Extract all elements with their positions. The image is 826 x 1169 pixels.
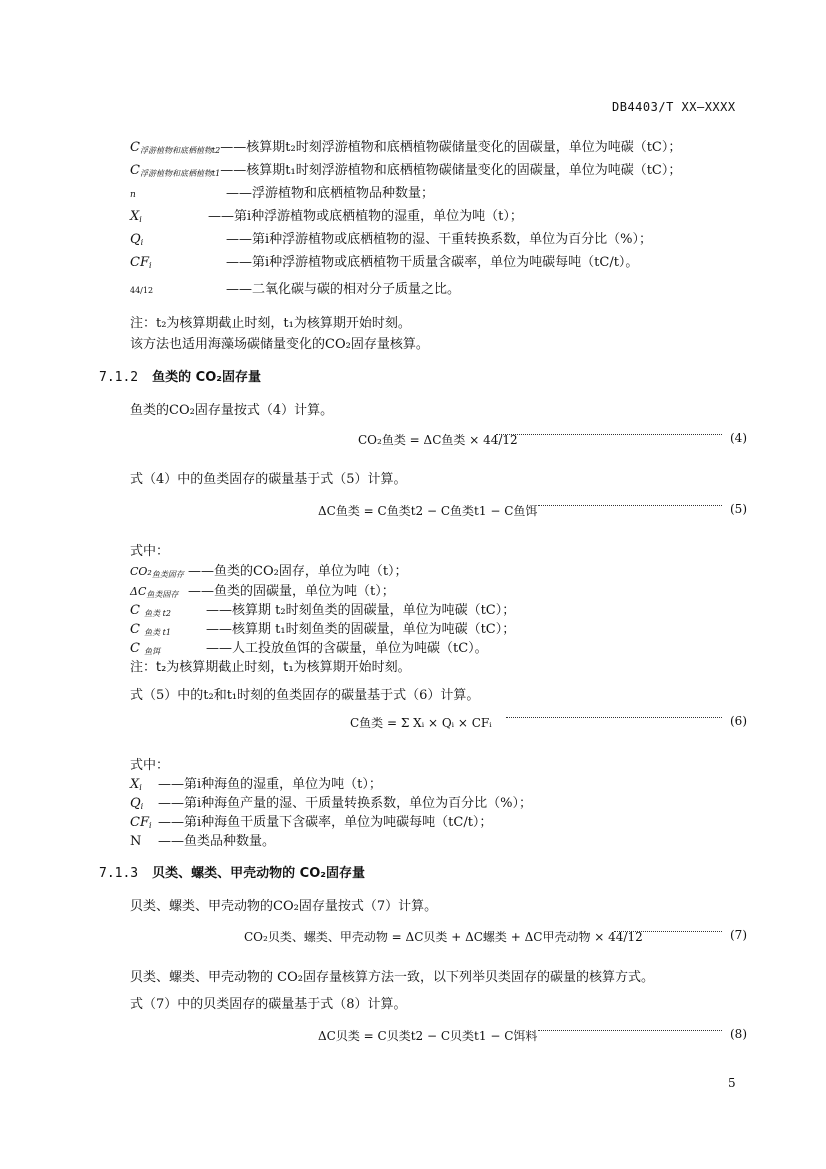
def-symbol: C: [130, 603, 140, 618]
where-label: 式中：: [130, 544, 170, 559]
def-dash: ——: [220, 163, 247, 178]
def-subscript: i: [148, 821, 152, 830]
def-row: [130, 278, 460, 297]
def-subscript: i: [140, 802, 144, 811]
equation-leader: [538, 1029, 722, 1031]
def-symbol: CF: [130, 255, 149, 270]
def-text: 第i种海鱼干质量下含碳率，单位为吨碳每吨（tC/t）；: [184, 815, 493, 830]
equation-lhs: CO₂鱼类: [358, 433, 406, 447]
def-subscript: i: [139, 215, 142, 224]
def-dash: ——: [206, 641, 232, 656]
def-symbol: X: [130, 209, 140, 224]
def-text: 鱼类的固碳量，单位为吨（t）；: [214, 584, 395, 599]
def-subscript: 鱼类 t1: [144, 628, 171, 637]
equation-leader: [538, 504, 722, 506]
def-subscript: 浮游植物和底栖植物t2: [139, 146, 221, 155]
def-dash: ——: [206, 603, 232, 618]
equation-number: (8): [730, 1027, 747, 1041]
paragraph: 式（7）中的贝类固存的碳量基于式（8）计算。: [130, 997, 407, 1012]
def-row: [130, 599, 515, 619]
def-symbol: C: [130, 641, 140, 656]
section-heading: [99, 366, 261, 385]
equation-7: CO₂贝类、螺类、甲壳动物 = ΔC贝类 + ΔC螺类 + ΔC甲壳动物 × 44/12: [244, 930, 643, 944]
def-text: 第i种浮游植物或底栖植物干质量含碳率，单位为吨碳每吨（tC/t）。: [252, 255, 639, 270]
def-symbol: CO₂: [130, 565, 152, 578]
equation-rhs: C鱼类t2 − C鱼类t1 − C鱼饵: [377, 504, 538, 518]
def-row: [130, 580, 395, 600]
def-text: 核算期 t₂时刻鱼类的固碳量，单位为吨碳（tC）；: [232, 603, 516, 618]
def-row: [130, 811, 492, 830]
def-symbol: 44/12: [130, 286, 154, 295]
def-dash: ——: [226, 282, 252, 297]
equation-number: (5): [730, 502, 747, 516]
equation-leader: [496, 433, 722, 435]
paragraph: 鱼类的CO₂固存量按式（4）计算。: [130, 403, 334, 418]
def-row: [130, 560, 408, 580]
equation-rhs: ΔC鱼类 × 44/12: [423, 433, 518, 447]
def-row: [130, 251, 638, 270]
def-text: 第i种浮游植物或底栖植物的湿、干重转换系数，单位为百分比（%）；: [252, 232, 653, 247]
def-text: 第i种海鱼的湿重，单位为吨（t）；: [184, 777, 382, 792]
def-symbol: Q: [130, 232, 141, 247]
def-text: 人工投放鱼饵的含碳量，单位为吨碳（tC）。: [232, 641, 488, 656]
section-title: 贝类、螺类、甲壳动物的 CO₂固存量: [152, 866, 365, 881]
section-heading: [99, 862, 365, 881]
def-subscript: 鱼饵: [144, 647, 161, 656]
def-symbol: N: [130, 834, 142, 849]
def-text: 核算期t₂时刻浮游植物和底栖植物碳储量变化的固碳量，单位为吨碳（tC）；: [246, 140, 682, 155]
def-text: 二氧化碳与碳的相对分子质量之比。: [252, 282, 461, 297]
equation-lhs: ΔC贝类: [318, 1029, 360, 1043]
def-text: 核算期 t₁时刻鱼类的固碳量，单位为吨碳（tC）；: [232, 622, 516, 637]
def-symbol: ΔC: [130, 585, 147, 598]
def-subscript: 鱼类固存: [151, 570, 184, 579]
def-dash: ——: [188, 584, 214, 599]
def-row: [130, 136, 681, 156]
doc-code-header: DB4403/T XX—XXXX: [612, 100, 736, 114]
equation-4: CO₂鱼类 = ΔC鱼类 × 44/12: [358, 433, 518, 447]
def-row: [130, 205, 523, 224]
def-symbol: Q: [130, 796, 141, 811]
equation-6: C鱼类 = Σ Xᵢ × Qᵢ × CFᵢ: [350, 716, 492, 730]
def-symbol: CF: [130, 815, 149, 830]
equation-rhs: C贝类t2 − C贝类t1 − C饵料: [377, 1029, 538, 1043]
def-text: 浮游植物和底栖植物品种数量；: [252, 186, 435, 201]
def-dash: ——: [158, 815, 184, 830]
def-row: [130, 228, 652, 247]
def-subscript: i: [140, 238, 144, 247]
equation-lhs: C鱼类: [350, 716, 384, 730]
equation-lhs: CO₂贝类、螺类、甲壳动物: [244, 930, 388, 944]
equation-number: (7): [730, 928, 747, 942]
def-row: [130, 182, 434, 201]
where-label: 式中：: [130, 758, 170, 773]
equation-lhs: ΔC鱼类: [318, 504, 360, 518]
equation-number: (6): [730, 714, 747, 728]
def-row: [130, 618, 515, 638]
def-subscript: i: [139, 783, 142, 792]
paragraph: 贝类、螺类、甲壳动物的 CO₂固存量核算方法一致，以下列举贝类固存的碳量的核算方式。: [130, 970, 654, 985]
def-dash: ——: [226, 255, 252, 270]
equation-number: (4): [730, 431, 747, 445]
def-row: [130, 159, 681, 179]
def-subscript: 浮游植物和底栖植物t1: [139, 169, 221, 178]
def-text: 核算期t₁时刻浮游植物和底栖植物碳储量变化的固碳量，单位为吨碳（tC）；: [246, 163, 682, 178]
paragraph: 贝类、螺类、甲壳动物的CO₂固存量按式（7）计算。: [130, 899, 438, 914]
def-symbol: C: [130, 622, 140, 637]
def-subscript: 鱼类 t2: [144, 609, 171, 618]
def-dash: ——: [208, 209, 234, 224]
paragraph: 式（4）中的鱼类固存的碳量基于式（5）计算。: [130, 472, 407, 487]
def-row: [130, 830, 275, 849]
section-title: 鱼类的 CO₂固存量: [152, 370, 261, 385]
note: 注：t₂为核算期截止时刻，t₁为核算期开始时刻。: [130, 660, 411, 675]
page-number: 5: [728, 1076, 736, 1090]
def-subscript: i: [148, 261, 152, 270]
equation-leader: [614, 930, 722, 932]
section-number: 7.1.2: [99, 370, 139, 385]
def-dash: ——: [158, 834, 184, 849]
def-text: 鱼类的CO₂固存，单位为吨（t）；: [214, 564, 408, 579]
def-symbol: C: [130, 163, 140, 178]
def-subscript: 鱼类固存: [146, 590, 179, 599]
def-symbol: X: [130, 777, 140, 792]
equation-8: ΔC贝类 = C贝类t2 − C贝类t1 − C饵料: [318, 1029, 538, 1043]
def-dash: ——: [158, 796, 184, 811]
equation-5: ΔC鱼类 = C鱼类t2 − C鱼类t1 − C鱼饵: [318, 504, 538, 518]
paragraph: 该方法也适用海藻场碳储量变化的CO₂固存量核算。: [130, 337, 429, 352]
section-number: 7.1.3: [99, 866, 139, 881]
def-dash: ——: [226, 232, 252, 247]
def-row: [130, 637, 488, 657]
def-text: 第i种浮游植物或底栖植物的湿重，单位为吨（t）；: [234, 209, 523, 224]
def-dash: ——: [158, 777, 184, 792]
equation-rhs: Σ Xᵢ × Qᵢ × CFᵢ: [400, 716, 492, 730]
equation-leader: [506, 716, 722, 718]
def-text: 鱼类品种数量。: [184, 834, 276, 849]
def-dash: ——: [188, 564, 214, 579]
def-row: [130, 792, 532, 811]
def-dash: ——: [220, 140, 247, 155]
def-symbol: n: [130, 190, 136, 200]
def-text: 第i种海鱼产量的湿、干质量转换系数，单位为百分比（%）；: [184, 796, 533, 811]
paragraph: 式（5）中的t₂和t₁时刻的鱼类固存的碳量基于式（6）计算。: [130, 688, 480, 703]
def-row: [130, 773, 382, 792]
def-dash: ——: [206, 622, 232, 637]
equation-rhs: ΔC贝类 + ΔC螺类 + ΔC甲壳动物 × 44/12: [405, 930, 643, 944]
def-symbol: C: [130, 140, 140, 155]
note: 注：t₂为核算期截止时刻，t₁为核算期开始时刻。: [130, 316, 411, 331]
def-dash: ——: [226, 186, 252, 201]
